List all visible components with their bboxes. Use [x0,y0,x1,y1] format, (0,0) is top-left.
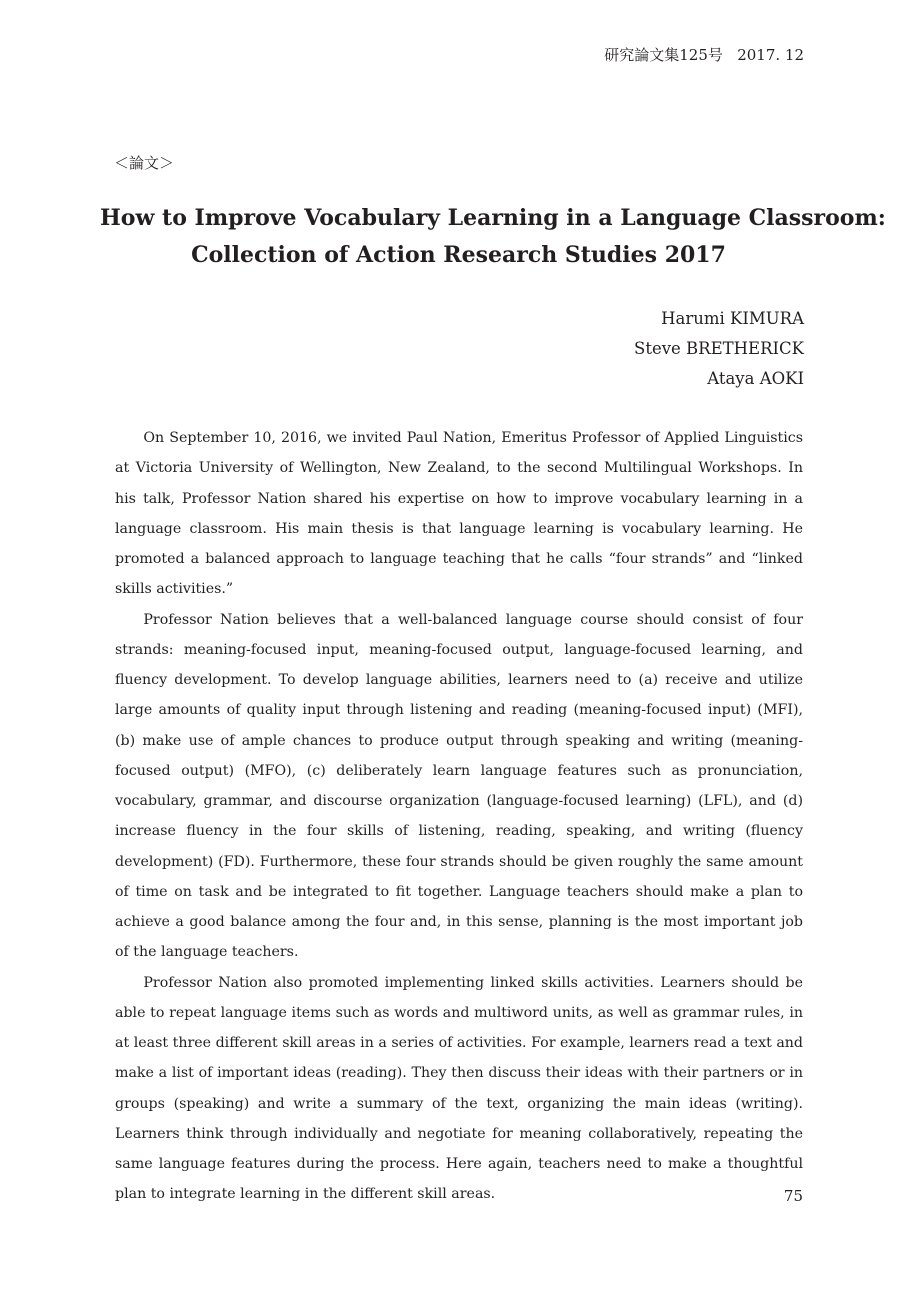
author-name: Ataya AOKI [707,369,804,388]
title-line-1: How to Improve Vocabulary Learning in a Language Classroom: [100,205,886,231]
running-header [604,44,804,65]
author-name: Harumi KIMURA [661,309,804,328]
author-list [634,304,804,394]
title-line-2: Collection of Action Research Studies 2017 [191,242,726,268]
paragraph: Professor Nation believes that a well-balanced language course should consist of four strands: meaning-focused input, meaning-focused output, language-focused learning, and fluency development. To develop language abilities, learners need to (a) receive and utilize large amounts of quality input through listening and reading (meaning-focused input) (MFI), (b) make use of ample chances to produce output through speaking and writing (meaning-focused output) (MFO), (c) deliberately learn language features such as pronunciation, vocabulary, grammar, and discourse organization (language-focused learning) (LFL), and (d) increase fluency in the four skills of listening, reading, speaking, and writing (fluency development) (FD). Furthermore, these four strands should be given roughly the same amount of time on task and be integrated to fit together. Language teachers should make a plan to achieve a good balance among the four and, in this sense, planning is the most important job of the language teachers. [115,611,803,961]
author-name: Steve BRETHERICK [634,339,804,358]
section-label: ＜論文＞ [114,154,175,172]
page-number: 75 [783,1187,803,1205]
paper-title [100,200,886,274]
body-text [115,423,803,1210]
issue-date: 2017. 12 [737,46,804,64]
paragraph: On September 10, 2016, we invited Paul Nation, Emeritus Professor of Applied Linguistics at Victoria University of Wellington, New Zealand, to the second Multilingual Workshops. In his talk, Professor Nation shared his expertise on how to improve vocabulary learning in a language classroom. His main thesis is that language learning is vocabulary learning. He promoted a balanced approach to language teaching that he calls “four strands” and “linked skills activities.” [115,430,803,598]
paragraph: Professor Nation also promoted implementing linked skills activities. Learners should be able to repeat language items such as words and multiword units, as well as grammar rules, in at least three different skill areas in a series of activities. For example, learners read a text and make a list of important ideas (reading). They then discuss their ideas with their partners or in groups (speaking) and write a summary of the text, organizing the main ideas (writing). Learners think through individually and negotiate for meaning collaboratively, repeating the same language features during the process. Here again, teachers need to make a thoughtful plan to integrate learning in the different skill areas. [115,974,803,1203]
journal-name: 研究論文集125号 [604,46,723,64]
